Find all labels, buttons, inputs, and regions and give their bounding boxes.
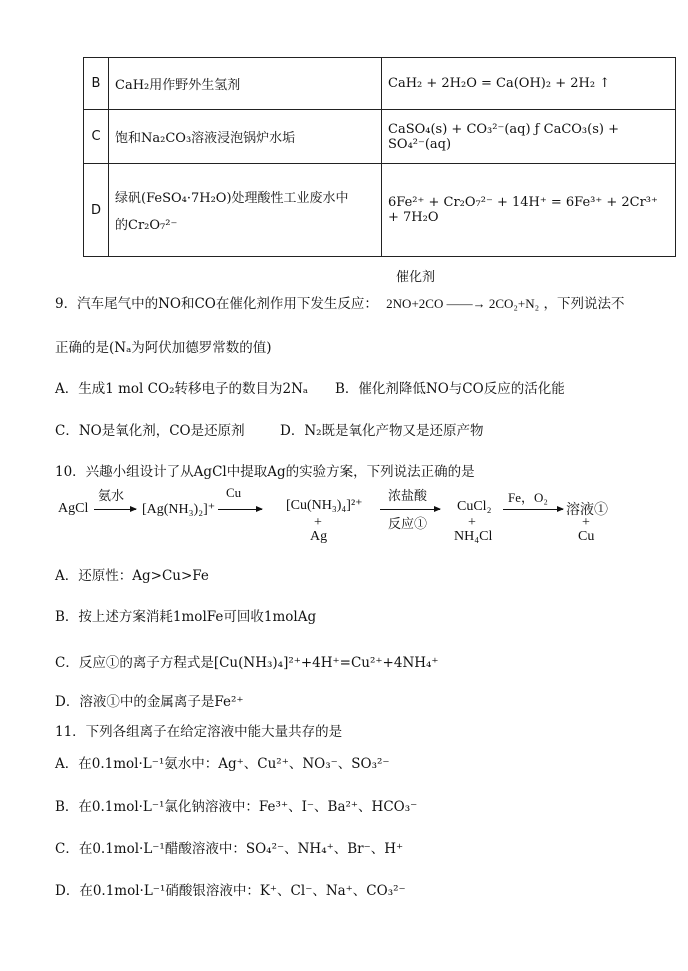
q10-option-a: A．还原性：Ag>Cu>Fe xyxy=(55,568,209,584)
row-id: C xyxy=(84,110,109,164)
flow-plus-1: + xyxy=(314,515,322,530)
flow-complex2: [Cu(NH₃)₄]²⁺ xyxy=(286,498,363,513)
q9-stem-cont: 正确的是(Nₐ为阿伏加德罗常数的值) xyxy=(55,340,272,356)
q10-stem: 10．兴趣小组设计了从AgCl中提取Ag的实验方案，下列说法正确的是 xyxy=(55,464,475,480)
flow-ag: Ag xyxy=(310,529,328,544)
flow-nh4cl: NH₄Cl xyxy=(454,529,493,544)
q11-option-a: A．在0.1mol·L⁻¹氨水中：Ag⁺、Cu²⁺、NO₃⁻、SO₃²⁻ xyxy=(55,756,390,772)
row-description xyxy=(109,164,382,257)
q9-reaction: 2NO+2CO ——→ 2CO₂+N₂ xyxy=(386,296,540,311)
q9-option-b: B．催化剂降低NO与CO反应的活化能 xyxy=(335,381,565,397)
q11-stem: 11．下列各组离子在给定溶液中能大量共存的是 xyxy=(55,724,343,740)
q11-option-b: B．在0.1mol·L⁻¹氯化钠溶液中：Fe³⁺、I⁻、Ba²⁺、HCO₃⁻ xyxy=(55,799,418,815)
flow-label-ammonia: 氨水 xyxy=(98,488,125,503)
flow-arrow-3 xyxy=(380,509,440,510)
row-description: CaH₂用作野外生氢剂 xyxy=(109,58,382,110)
flow-arrow-2 xyxy=(218,509,262,510)
catalyst-label: 催化剂 xyxy=(396,269,436,284)
flow-agcl: AgCl xyxy=(58,501,89,516)
flow-cu-out: Cu xyxy=(578,529,595,544)
extraction-flow-diagram xyxy=(58,485,678,555)
flow-label-reaction1: 反应① xyxy=(388,516,428,531)
row-equation: CaH₂ + 2H₂O = Ca(OH)₂ + 2H₂ ↑ xyxy=(382,58,676,110)
flow-arrow-1 xyxy=(94,509,136,510)
row-description-line1: 绿矾(FeSO₄·7H₂O)处理酸性工业废水中 xyxy=(115,191,349,206)
q11-option-d: D．在0.1mol·L⁻¹硝酸银溶液中：K⁺、Cl⁻、Na⁺、CO₃²⁻ xyxy=(55,883,406,899)
flow-complex1: [Ag(NH₃)₂]⁺ xyxy=(142,502,216,517)
q10-option-b: B．按上述方案消耗1molFe可回收1molAg xyxy=(55,609,317,625)
row-description: 饱和Na₂CO₃溶液浸泡锅炉水垢 xyxy=(109,110,382,164)
table-row xyxy=(84,164,676,257)
options-table xyxy=(83,57,676,257)
flow-label-cu: Cu xyxy=(226,485,242,500)
row-equation: CaSO₄(s) + CO₃²⁻(aq) ƒ CaCO₃(s) + SO₄²⁻(aq) xyxy=(382,110,676,164)
flow-solution1: 溶液① xyxy=(566,503,608,518)
q10-option-c: C．反应①的离子方程式是[Cu(NH₃)₄]²⁺+4H⁺=Cu²⁺+4NH₄⁺ xyxy=(55,655,439,671)
flow-plus-3: + xyxy=(582,515,590,530)
flow-plus-2: + xyxy=(468,515,476,530)
q9-stem-b: ，下列说法不 xyxy=(543,296,625,312)
q10-option-d: D．溶液①中的金属离子是Fe²⁺ xyxy=(55,694,244,710)
row-id: B xyxy=(84,58,109,110)
q9-option-c: C．NO是氧化剂，CO是还原剂 xyxy=(55,423,245,439)
flow-label-fe-o2: Fe，O₂ xyxy=(508,490,548,505)
table-row xyxy=(84,110,676,164)
q9-stem-a: 9．汽车尾气中的NO和CO在催化剂作用下发生反应： xyxy=(55,296,378,312)
flow-arrow-4 xyxy=(503,509,563,510)
q9-stem xyxy=(55,292,624,312)
row-equation: 6Fe²⁺ + Cr₂O₇²⁻ + 14H⁺ = 6Fe³⁺ + 2Cr³⁺ + 7H₂O xyxy=(382,164,676,257)
row-description-line2: 的Cr₂O₇²⁻ xyxy=(115,218,178,233)
q9-option-d: D．N₂既是氧化产物又是还原产物 xyxy=(280,423,484,439)
q11-option-c: C．在0.1mol·L⁻¹醋酸溶液中：SO₄²⁻、NH₄⁺、Br⁻、H⁺ xyxy=(55,841,404,857)
flow-cucl2: CuCl₂ xyxy=(457,499,492,514)
q9-option-a: A．生成1 mol CO₂转移电子的数目为2Nₐ xyxy=(55,381,309,397)
flow-label-hcl: 浓盐酸 xyxy=(388,488,428,503)
row-id: D xyxy=(84,164,109,257)
table-row xyxy=(84,58,676,110)
